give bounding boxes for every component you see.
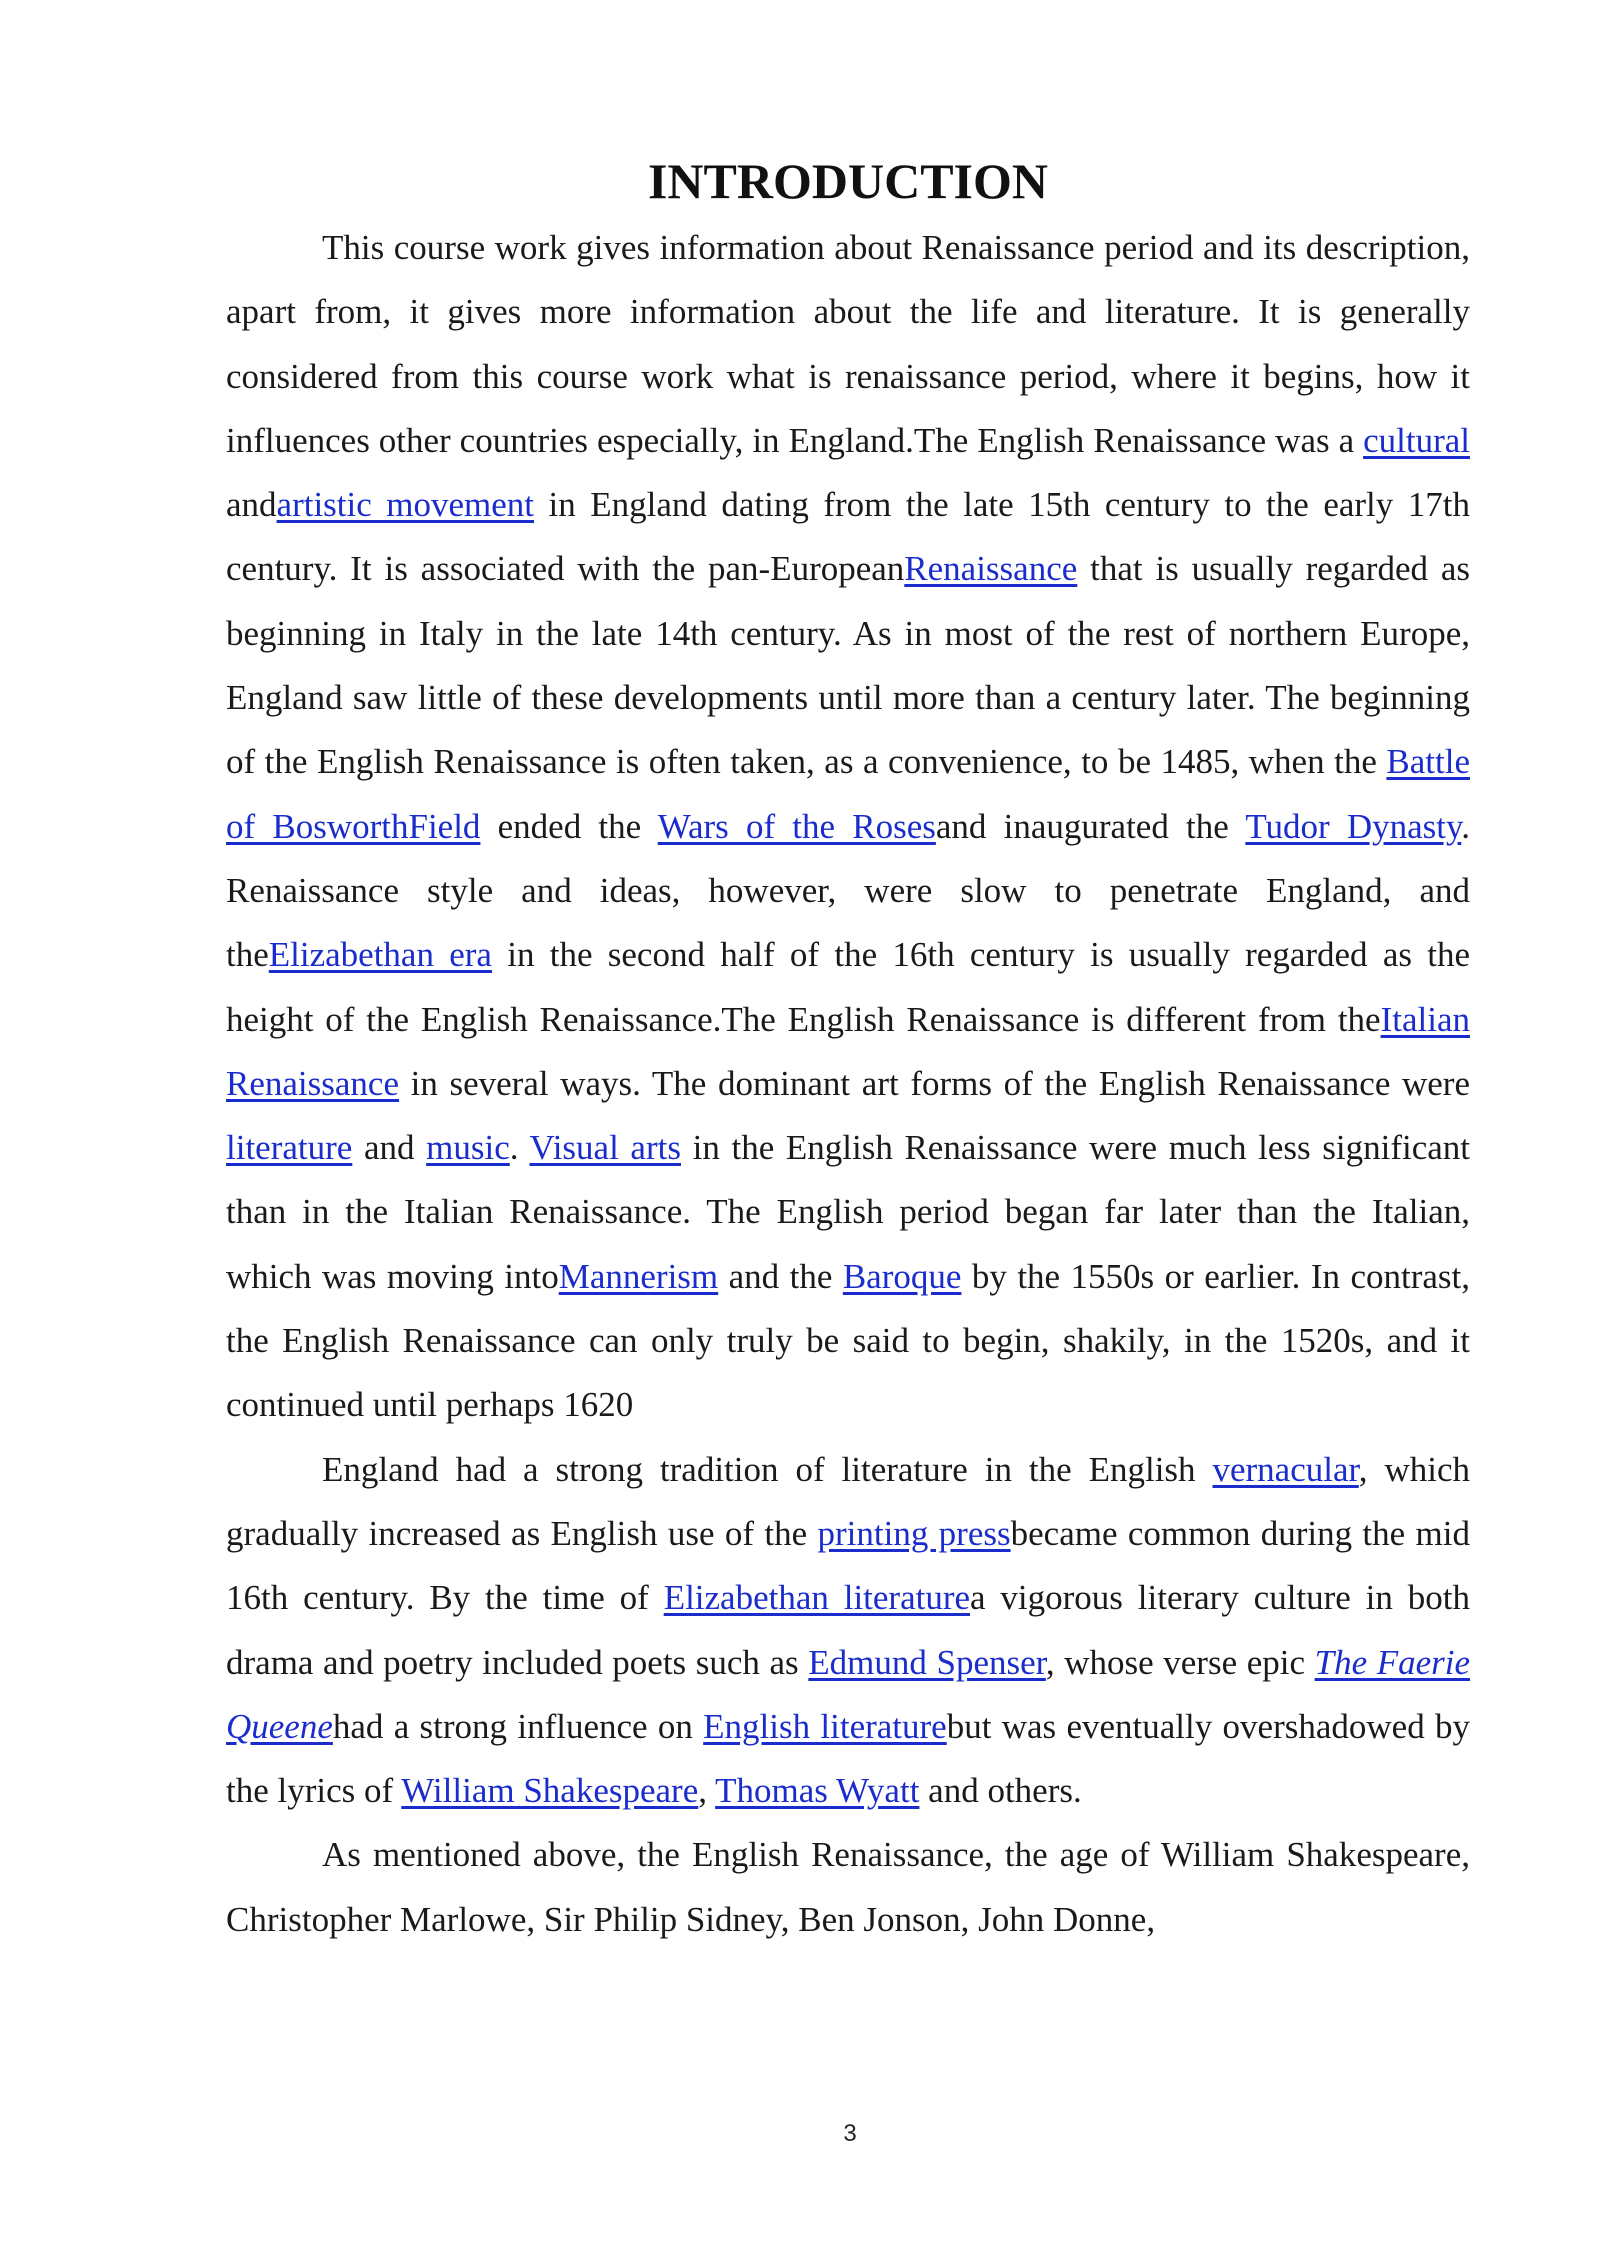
hyperlink-william-shakespeare[interactable]: William Shakespeare (401, 1771, 699, 1811)
text-run: England had a strong tradition of literature in the English (322, 1449, 1213, 1489)
hyperlink-battle-of-bosworthfield[interactable]: Battle of BosworthField (226, 742, 1470, 846)
hyperlink-italian-renaissance[interactable]: Italian Renaissance (226, 999, 1470, 1103)
hyperlink-the-faerie-queene[interactable]: The Faerie Queene (226, 1642, 1470, 1746)
text-run: ended the (480, 806, 658, 846)
text-run: by the 1550s or earlier. In contrast, the English Renaissance can only truly be said to begin, shakily, in the 1520s, and it continued until perhaps 1620 (226, 1256, 1471, 1425)
paragraph-1 (226, 216, 1470, 1438)
text-run: and inaugurated the (935, 806, 1246, 846)
hyperlink-literature[interactable]: literature (226, 1128, 353, 1168)
hyperlink-baroque[interactable]: Baroque (842, 1256, 962, 1296)
document-body (226, 216, 1470, 1952)
text-run: , whose verse epic (1045, 1642, 1315, 1682)
text-run: . Renaissance style and ideas, however, were slow to penetrate England, and the (226, 806, 1470, 975)
hyperlink-cultural[interactable]: cultural (1363, 420, 1470, 460)
text-run: and (226, 485, 277, 525)
hyperlink-elizabethan-era[interactable]: Elizabethan era (268, 935, 492, 975)
text-run: had a strong influence on (332, 1706, 704, 1746)
document-page (226, 150, 1470, 1952)
page-number: 3 (843, 2120, 857, 2147)
hyperlink-printing-press[interactable]: printing press (817, 1513, 1011, 1553)
hyperlink-thomas-wyatt[interactable]: Thomas Wyatt (715, 1771, 920, 1811)
text-run: and others. (919, 1771, 1082, 1811)
text-run: , (698, 1771, 716, 1811)
paragraph-2 (226, 1438, 1470, 1824)
text-run: . (509, 1128, 530, 1168)
text-run: in the second half of the 16th century is usually regarded as the height of the English Renaissance.The English Renaissance is different from the (226, 935, 1471, 1039)
hyperlink-renaissance[interactable]: Renaissance (904, 549, 1078, 589)
text-run: that is usually regarded as beginning in Italy in the late 14th century. As in most of the rest of northern Europe, England saw little of these developments until more than a century later. The beginning of the English Renaissance is often taken, as a convenience, to be 1485, when the (226, 549, 1470, 782)
text-run: in England dating from the late 15th century to the early 17th century. It is associated with the pan-European (226, 485, 1470, 589)
text-run: This course work gives information about Renaissance period and its description, apart from, it gives more information about the life and literature. It is generally considered from this course work what is renaissance period, where it begins, how it influences other countries especially, in England.The English Renaissance was a (226, 228, 1470, 460)
hyperlink-mannerism[interactable]: Mannerism (558, 1256, 719, 1296)
hyperlink-vernacular[interactable]: vernacular (1212, 1449, 1359, 1489)
hyperlink-visual-arts[interactable]: Visual arts (529, 1128, 681, 1168)
hyperlink-english-literature[interactable]: English literature (703, 1706, 947, 1746)
paragraph-3 (226, 1823, 1470, 1952)
hyperlink-edmund-spenser[interactable]: Edmund Spenser (808, 1642, 1046, 1682)
text-run: As mentioned above, the English Renaissance, the age of William Shakespeare, Christopher Marlowe, Sir Philip Sidney, Ben Jonson, John Donne, (226, 1835, 1470, 1939)
hyperlink-tudor-dynasty[interactable]: Tudor Dynasty (1245, 806, 1462, 846)
text-run: a vigorous literary culture in both drama and poetry included poets such as (226, 1578, 1470, 1682)
hyperlink-wars-of-the-roses[interactable]: Wars of the Roses (657, 806, 936, 846)
text-run: but was eventually overshadowed by the lyrics of (226, 1706, 1470, 1811)
text-run: and (352, 1128, 427, 1168)
text-run: and the (718, 1256, 843, 1296)
hyperlink-elizabethan-literature[interactable]: Elizabethan literature (663, 1578, 971, 1618)
text-run: in several ways. The dominant art forms of the English Renaissance were (398, 1063, 1470, 1103)
text-run: in the English Renaissance were much less significant than in the Italian Renaissance. The English period began far later than the Italian, which was moving into (226, 1128, 1470, 1296)
text-run: , which gradually increased as English use of the (226, 1449, 1470, 1553)
hyperlink-music[interactable]: music (426, 1128, 510, 1168)
hyperlink-artistic-movement[interactable]: artistic movement (276, 485, 535, 525)
page-title: INTRODUCTION (647, 153, 1049, 209)
text-run: became common during the mid 16th century. By the time of (226, 1513, 1470, 1618)
